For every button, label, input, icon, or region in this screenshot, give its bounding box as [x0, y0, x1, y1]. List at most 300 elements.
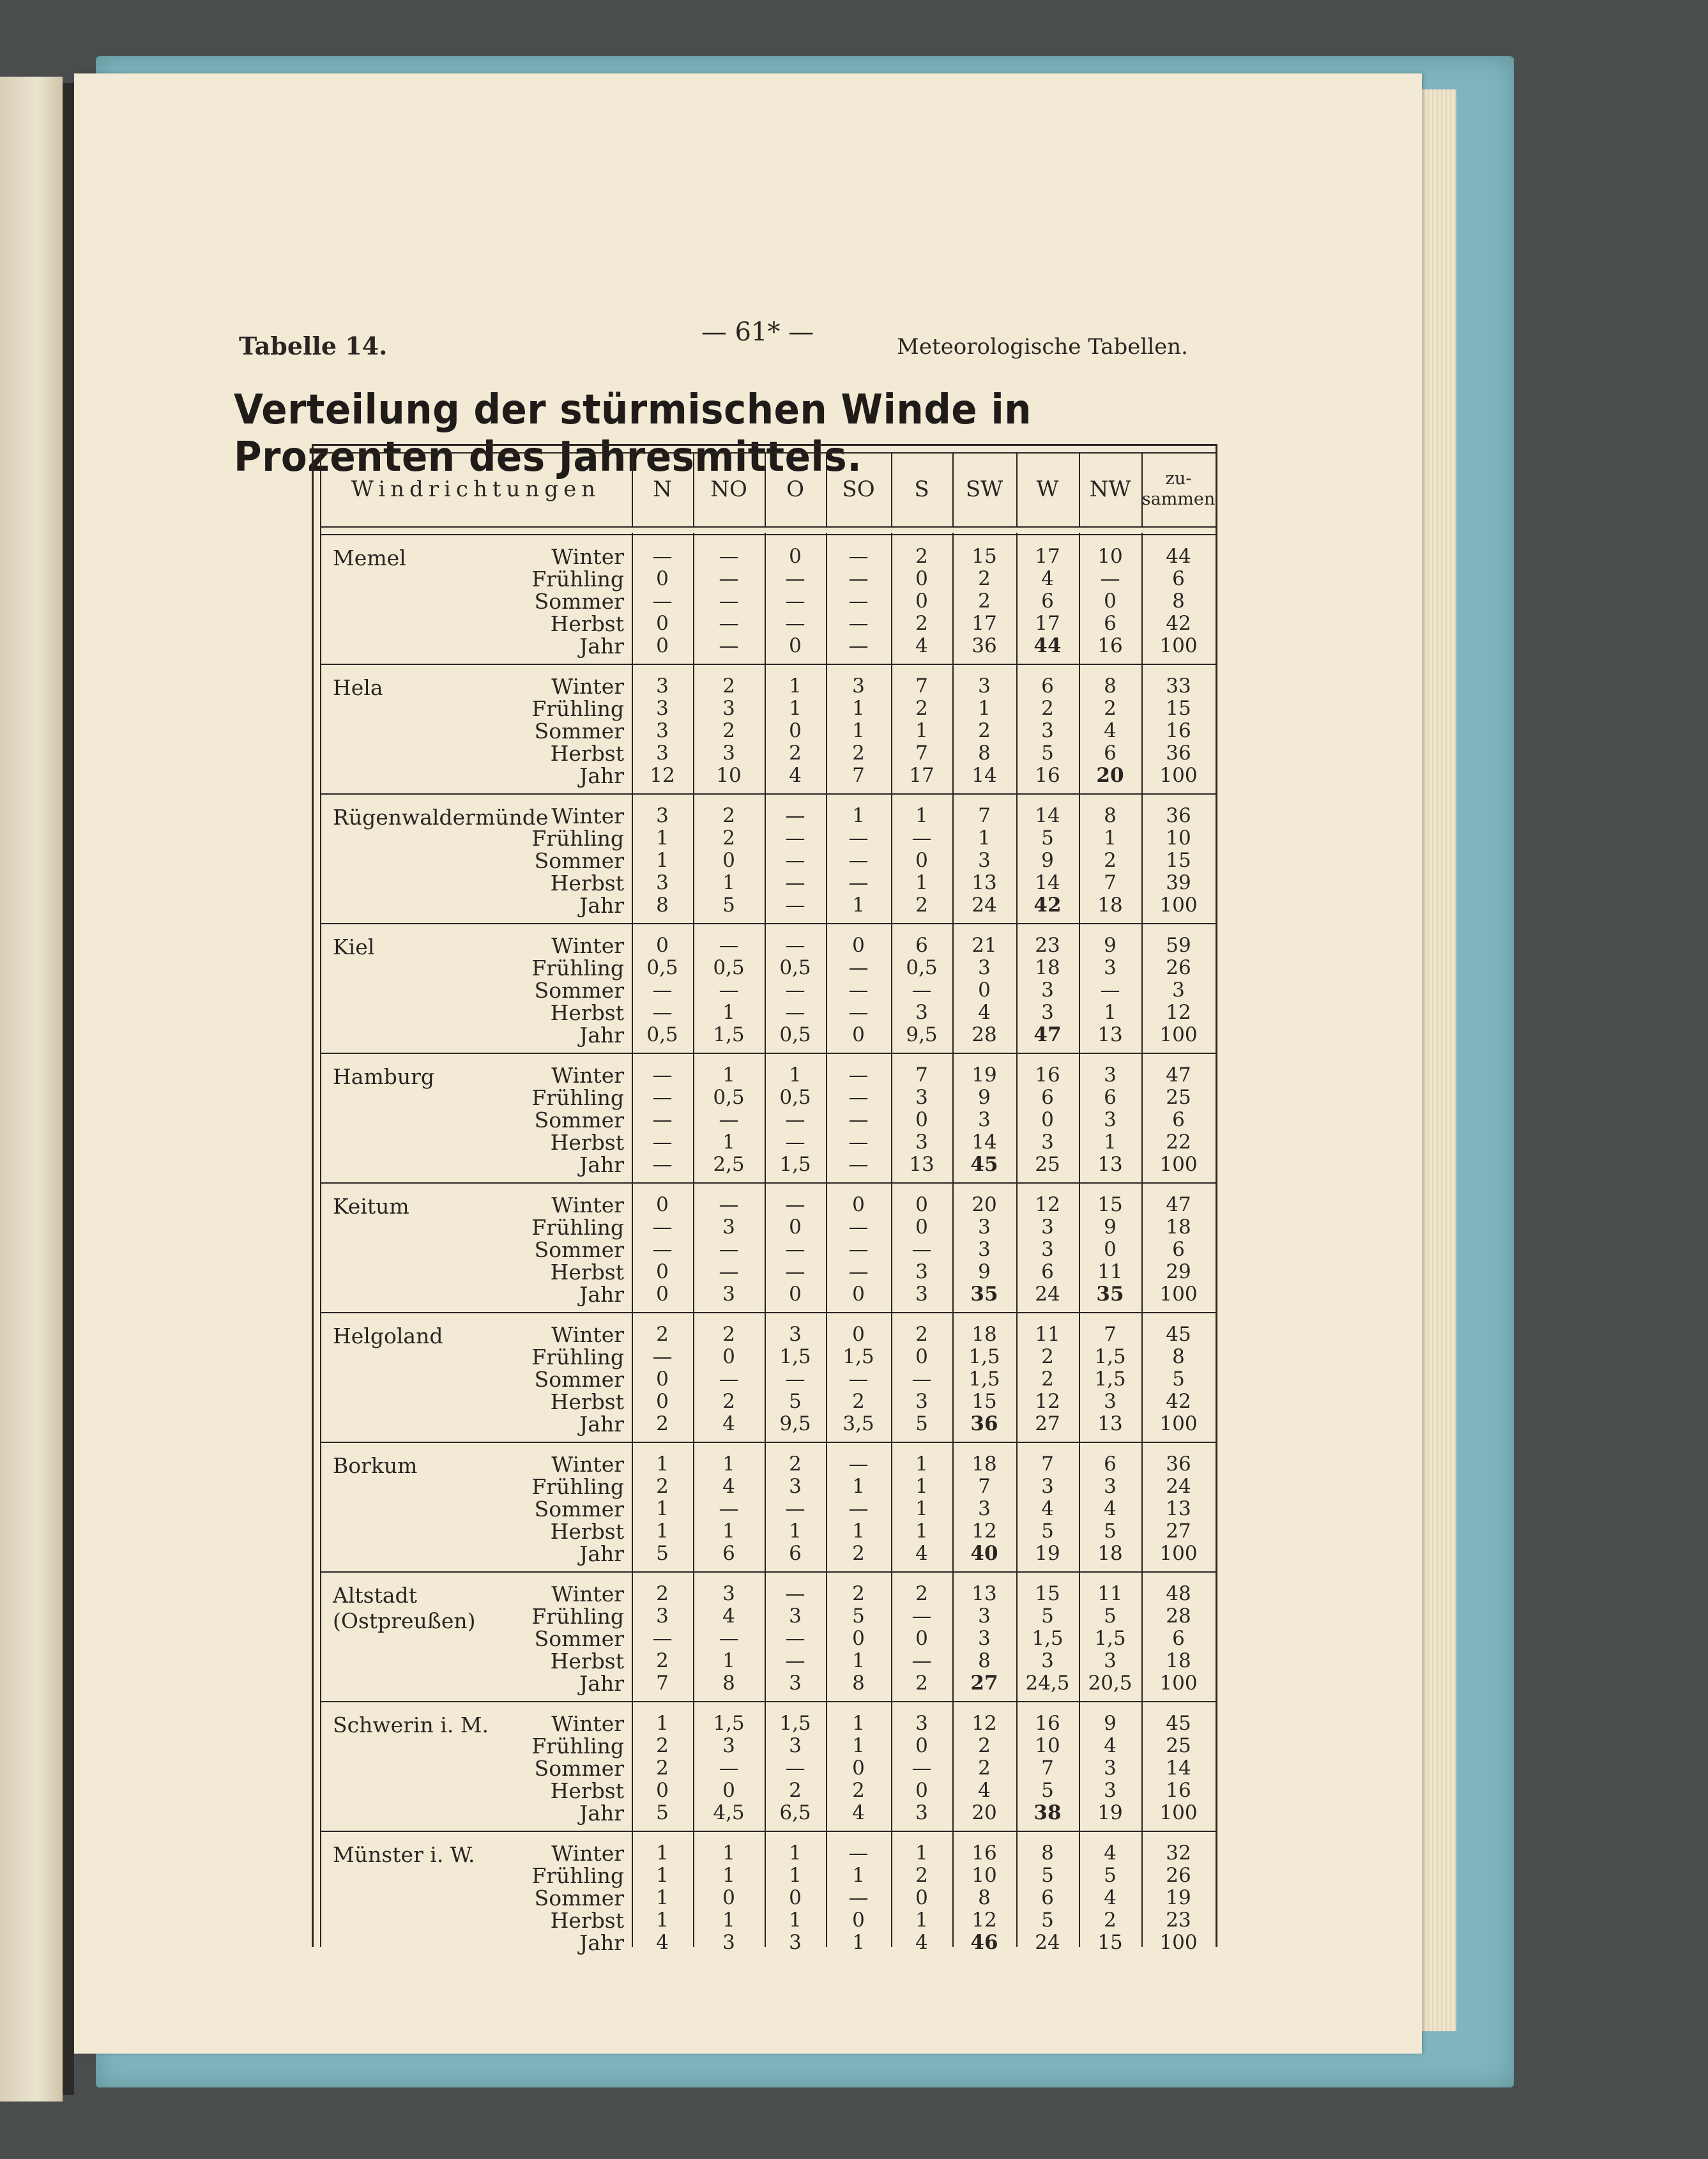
total-cell: 15: [1166, 697, 1191, 720]
value-cell: 2: [656, 1649, 669, 1672]
value-cell: 0: [1104, 1238, 1117, 1261]
value-cell: 7: [1041, 1453, 1054, 1476]
total-cell: 39: [1166, 871, 1191, 894]
value-cell: 2: [915, 1582, 928, 1605]
value-cell: —: [652, 1216, 673, 1239]
value-cell: 4: [1104, 1734, 1117, 1757]
value-cell: 1: [852, 1864, 865, 1887]
value-cell: 0: [852, 1757, 865, 1780]
value-cell: 36: [970, 1412, 998, 1435]
station-name: Schwerin i. M.: [333, 1713, 489, 1737]
value-cell: —: [785, 1108, 805, 1131]
season-label: Winter: [551, 933, 624, 958]
total-cell: 45: [1166, 1323, 1191, 1346]
value-cell: —: [848, 1086, 869, 1109]
value-cell: 12: [1035, 1193, 1060, 1216]
value-cell: 1,5: [713, 1712, 745, 1735]
total-cell: 5: [1172, 1368, 1185, 1391]
value-cell: —: [785, 1131, 805, 1154]
total-cell: 25: [1166, 1086, 1191, 1109]
value-cell: 5: [1041, 742, 1054, 765]
value-cell: 5: [1041, 1909, 1054, 1932]
value-cell: 4: [1041, 1497, 1054, 1520]
header-col-so: SO: [842, 477, 875, 502]
value-cell: —: [785, 1649, 805, 1672]
station-separator: [320, 664, 1216, 665]
value-cell: 0: [915, 590, 928, 613]
total-cell: 14: [1166, 1757, 1191, 1780]
value-cell: 9: [1041, 849, 1054, 872]
value-cell: 3: [978, 1238, 991, 1261]
total-cell: 100: [1159, 634, 1198, 657]
station-block: [320, 926, 1216, 1055]
value-cell: 7: [1104, 871, 1117, 894]
value-cell: 6: [789, 1542, 802, 1565]
value-cell: 24: [972, 894, 997, 917]
total-cell: 10: [1166, 827, 1191, 850]
value-cell: 3: [722, 1734, 735, 1757]
value-cell: 0: [915, 1734, 928, 1757]
value-cell: 3: [789, 1605, 802, 1628]
total-cell: 13: [1166, 1497, 1191, 1520]
value-cell: —: [848, 1001, 869, 1024]
value-cell: 46: [970, 1931, 998, 1954]
total-cell: 27: [1166, 1520, 1191, 1543]
value-cell: 3: [656, 697, 669, 720]
value-cell: 1: [852, 804, 865, 827]
value-cell: 1: [656, 1520, 669, 1543]
value-cell: 0: [852, 1023, 865, 1046]
value-cell: 21: [972, 934, 997, 957]
value-cell: 1: [852, 1734, 865, 1757]
value-cell: 7: [915, 742, 928, 765]
column-divider: [826, 533, 827, 1947]
value-cell: 0: [852, 934, 865, 957]
value-cell: 1: [789, 675, 802, 698]
value-cell: 0,5: [646, 1023, 678, 1046]
value-cell: 5: [656, 1801, 669, 1824]
value-cell: —: [652, 1238, 673, 1261]
season-label: Jahr: [579, 1412, 624, 1437]
value-cell: 2: [722, 1390, 735, 1413]
value-cell: 24,5: [1025, 1672, 1070, 1695]
value-cell: 1: [915, 719, 928, 742]
value-cell: —: [848, 1453, 869, 1476]
value-cell: 7: [1104, 1323, 1117, 1346]
value-cell: 16: [1035, 1064, 1060, 1087]
value-cell: 2: [722, 827, 735, 850]
value-cell: 0: [915, 1627, 928, 1650]
value-cell: 5: [1041, 1864, 1054, 1887]
value-cell: 6: [1104, 1086, 1117, 1109]
value-cell: 1: [722, 1453, 735, 1476]
value-cell: 3: [1104, 1108, 1117, 1131]
value-cell: 0,5: [646, 956, 678, 979]
season-label: Sommer: [534, 719, 624, 744]
value-cell: 24: [1035, 1931, 1060, 1954]
value-cell: 44: [1033, 634, 1062, 657]
value-cell: 1: [722, 1001, 735, 1024]
station-separator: [320, 793, 1216, 795]
value-cell: 0: [722, 1779, 735, 1802]
value-cell: 7: [978, 804, 991, 827]
value-cell: —: [848, 1368, 869, 1391]
value-cell: 3: [1041, 1001, 1054, 1024]
value-cell: 4: [722, 1605, 735, 1628]
total-cell: 100: [1159, 1801, 1198, 1824]
value-cell: 0: [915, 849, 928, 872]
station-block: [320, 796, 1216, 926]
value-cell: 0: [656, 612, 669, 635]
season-label: Frühling: [531, 1085, 624, 1110]
value-cell: 3: [915, 1283, 928, 1306]
value-cell: 2: [915, 545, 928, 568]
value-cell: 1: [789, 697, 802, 720]
value-cell: 12: [972, 1712, 997, 1735]
value-cell: 3: [915, 1801, 928, 1824]
value-cell: —: [719, 612, 739, 635]
value-cell: 5: [1104, 1605, 1117, 1628]
value-cell: 1: [978, 697, 991, 720]
value-cell: 35: [970, 1283, 998, 1306]
season-label: Winter: [551, 1452, 624, 1477]
value-cell: 1: [915, 871, 928, 894]
value-cell: 1: [722, 1520, 735, 1543]
value-cell: 5: [789, 1390, 802, 1413]
wind-distribution-table: [312, 444, 1217, 1955]
value-cell: 0: [789, 634, 802, 657]
value-cell: 4: [789, 764, 802, 787]
value-cell: 3: [915, 1131, 928, 1154]
value-cell: 3: [722, 742, 735, 765]
value-cell: 6: [722, 1542, 735, 1565]
value-cell: 3: [978, 956, 991, 979]
value-cell: 4: [656, 1931, 669, 1954]
total-cell: 36: [1166, 804, 1191, 827]
value-cell: —: [785, 567, 805, 590]
station-separator: [320, 1701, 1216, 1702]
value-cell: 5: [1041, 827, 1054, 850]
total-cell: 16: [1166, 1779, 1191, 1802]
season-label: Winter: [551, 1711, 624, 1736]
season-label: Frühling: [531, 1345, 624, 1369]
value-cell: —: [652, 1153, 673, 1176]
value-cell: 20,5: [1088, 1672, 1132, 1695]
value-cell: 1: [852, 1475, 865, 1498]
value-cell: 1: [852, 719, 865, 742]
value-cell: 3: [1041, 1131, 1054, 1154]
value-cell: 12: [972, 1909, 997, 1932]
total-cell: 3: [1172, 979, 1185, 1002]
season-label: Winter: [551, 544, 624, 569]
value-cell: 5: [915, 1412, 928, 1435]
value-cell: 5: [1041, 1779, 1054, 1802]
value-cell: 6: [1104, 742, 1117, 765]
value-cell: 3: [722, 1283, 735, 1306]
season-label: Sommer: [534, 848, 624, 873]
value-cell: 5: [1041, 1605, 1054, 1628]
value-cell: 10: [716, 764, 742, 787]
value-cell: 1: [656, 1712, 669, 1735]
value-cell: 6: [1041, 1260, 1054, 1283]
value-cell: —: [785, 1582, 805, 1605]
value-cell: 2: [978, 1757, 991, 1780]
total-cell: 8: [1172, 1345, 1185, 1368]
value-cell: 3: [656, 742, 669, 765]
value-cell: 4: [852, 1801, 865, 1824]
total-cell: 100: [1159, 764, 1198, 787]
value-cell: 7: [852, 764, 865, 787]
value-cell: 0: [722, 1886, 735, 1909]
value-cell: —: [848, 1108, 869, 1131]
value-cell: 4: [722, 1475, 735, 1498]
value-cell: —: [848, 827, 869, 850]
value-cell: 0: [656, 1193, 669, 1216]
total-cell: 6: [1172, 1627, 1185, 1650]
value-cell: 13: [909, 1153, 934, 1176]
value-cell: —: [785, 1260, 805, 1283]
value-cell: 1: [915, 1453, 928, 1476]
value-cell: 9: [978, 1260, 991, 1283]
table-number: Tabelle 14.: [239, 332, 388, 360]
value-cell: 1: [656, 1453, 669, 1476]
value-cell: 9,5: [906, 1023, 938, 1046]
value-cell: 0: [789, 545, 802, 568]
column-divider: [693, 533, 694, 1947]
value-cell: 6: [1041, 590, 1054, 613]
value-cell: 8: [978, 742, 991, 765]
header-divider: [891, 452, 892, 526]
value-cell: 1: [656, 827, 669, 850]
value-cell: 1: [915, 1520, 928, 1543]
value-cell: 0: [789, 1216, 802, 1239]
station-name: Keitum: [333, 1194, 409, 1219]
header-col-no: NO: [710, 477, 747, 502]
value-cell: 13: [1097, 1412, 1123, 1435]
station-separator: [320, 1053, 1216, 1054]
header-divider: [826, 452, 827, 526]
season-label: Frühling: [531, 956, 624, 980]
value-cell: 0: [722, 849, 735, 872]
value-cell: 6: [1041, 1086, 1054, 1109]
value-cell: 9: [1104, 1712, 1117, 1735]
total-cell: 47: [1166, 1193, 1191, 1216]
value-cell: 2: [915, 1323, 928, 1346]
value-cell: —: [652, 1086, 673, 1109]
value-cell: —: [719, 567, 739, 590]
season-label: Herbst: [550, 1908, 624, 1933]
total-cell: 42: [1166, 612, 1191, 635]
value-cell: 0,5: [779, 1023, 811, 1046]
value-cell: 4: [1104, 1497, 1117, 1520]
value-cell: 11: [1035, 1323, 1060, 1346]
value-cell: 40: [970, 1542, 998, 1565]
value-cell: 1: [915, 1909, 928, 1932]
station-block: [320, 1574, 1216, 1704]
value-cell: 15: [1097, 1931, 1123, 1954]
header-col-o: O: [786, 477, 804, 502]
season-label: Sommer: [534, 1237, 624, 1262]
value-cell: 2: [978, 590, 991, 613]
value-cell: —: [719, 934, 739, 957]
season-label: Jahr: [579, 1930, 624, 1955]
value-cell: 47: [1033, 1023, 1062, 1046]
value-cell: 13: [1097, 1153, 1123, 1176]
header-label: Windrichtungen: [351, 477, 601, 502]
total-cell: 12: [1166, 1001, 1191, 1024]
value-cell: 0: [656, 1283, 669, 1306]
value-cell: 20: [1096, 764, 1124, 787]
value-cell: —: [848, 1842, 869, 1865]
season-label: Jahr: [579, 1801, 624, 1826]
value-cell: 36: [972, 634, 997, 657]
value-cell: 14: [1035, 871, 1060, 894]
value-cell: 2: [722, 675, 735, 698]
value-cell: 8: [1041, 1842, 1054, 1865]
value-cell: 1: [852, 1712, 865, 1735]
station-separator: [320, 1571, 1216, 1573]
value-cell: 17: [1035, 612, 1060, 635]
season-label: Herbst: [550, 1778, 624, 1803]
value-cell: 1: [915, 1842, 928, 1865]
value-cell: 10: [1035, 1734, 1060, 1757]
value-cell: —: [652, 545, 673, 568]
value-cell: —: [848, 1131, 869, 1154]
value-cell: 0: [852, 1193, 865, 1216]
value-cell: —: [652, 1131, 673, 1154]
station-separator: [320, 1831, 1216, 1832]
value-cell: 3: [789, 1931, 802, 1954]
value-cell: 0,5: [779, 1086, 811, 1109]
value-cell: 7: [915, 675, 928, 698]
column-divider: [1016, 533, 1018, 1947]
value-cell: 15: [1035, 1582, 1060, 1605]
value-cell: 1: [852, 697, 865, 720]
value-cell: 0: [915, 1886, 928, 1909]
value-cell: 1,5: [1094, 1345, 1126, 1368]
value-cell: 3: [789, 1323, 802, 1346]
station-name: Borkum: [333, 1453, 418, 1478]
season-label: Herbst: [550, 1649, 624, 1674]
value-cell: 19: [1097, 1801, 1123, 1824]
value-cell: 14: [1035, 804, 1060, 827]
value-cell: 6: [1104, 612, 1117, 635]
value-cell: 1,5: [843, 1345, 874, 1368]
value-cell: 2: [852, 1542, 865, 1565]
total-cell: 100: [1159, 1672, 1198, 1695]
value-cell: 1,5: [779, 1153, 811, 1176]
value-cell: —: [652, 590, 673, 613]
value-cell: 2,5: [713, 1153, 745, 1176]
value-cell: 4: [1041, 567, 1054, 590]
value-cell: 38: [1033, 1801, 1062, 1824]
station-name: Münster i. W.: [333, 1842, 475, 1867]
value-cell: 4,5: [713, 1801, 745, 1824]
total-cell: 100: [1159, 1283, 1198, 1306]
value-cell: —: [785, 612, 805, 635]
season-label: Sommer: [534, 1626, 624, 1651]
value-cell: —: [719, 1497, 739, 1520]
value-cell: 17: [972, 612, 997, 635]
value-cell: 42: [1033, 894, 1062, 917]
season-label: Sommer: [534, 1367, 624, 1392]
value-cell: 18: [972, 1453, 997, 1476]
value-cell: 3: [978, 1497, 991, 1520]
value-cell: 2: [656, 1412, 669, 1435]
value-cell: 3: [1104, 1757, 1117, 1780]
value-cell: 10: [972, 1864, 997, 1887]
value-cell: 5: [1104, 1864, 1117, 1887]
value-cell: —: [652, 1108, 673, 1131]
value-cell: 23: [1035, 934, 1060, 957]
value-cell: 1: [852, 1649, 865, 1672]
value-cell: 1: [722, 1064, 735, 1087]
value-cell: 0: [656, 634, 669, 657]
total-cell: 100: [1159, 1931, 1198, 1954]
total-cell: 19: [1166, 1886, 1191, 1909]
value-cell: 0: [656, 567, 669, 590]
value-cell: 3: [1104, 956, 1117, 979]
total-cell: 44: [1166, 545, 1191, 568]
value-cell: —: [911, 1605, 932, 1628]
value-cell: 4: [722, 1412, 735, 1435]
season-label: Winter: [551, 804, 624, 828]
value-cell: 7: [978, 1475, 991, 1498]
book-gutter: [63, 83, 74, 2095]
value-cell: 0,5: [713, 1086, 745, 1109]
value-cell: 1,5: [1032, 1627, 1064, 1650]
value-cell: 2: [1041, 1345, 1054, 1368]
value-cell: 2: [1104, 1909, 1117, 1932]
header-col-n: N: [653, 477, 672, 502]
value-cell: 13: [1097, 1023, 1123, 1046]
value-cell: 6: [1041, 675, 1054, 698]
header-divider: [693, 452, 694, 526]
value-cell: 16: [1035, 764, 1060, 787]
value-cell: 8: [978, 1649, 991, 1672]
value-cell: 3: [978, 1108, 991, 1131]
value-cell: —: [785, 871, 805, 894]
total-cell: 18: [1166, 1649, 1191, 1672]
value-cell: 17: [909, 764, 934, 787]
value-cell: 0: [656, 1390, 669, 1413]
value-cell: 0: [789, 719, 802, 742]
value-cell: —: [848, 849, 869, 872]
value-cell: 7: [656, 1672, 669, 1695]
value-cell: 3: [722, 697, 735, 720]
value-cell: 2: [915, 612, 928, 635]
total-cell: 25: [1166, 1734, 1191, 1757]
station-block: [320, 537, 1216, 666]
value-cell: 3: [915, 1712, 928, 1735]
value-cell: 35: [1096, 1283, 1124, 1306]
value-cell: 8: [656, 894, 669, 917]
value-cell: 3: [1041, 1475, 1054, 1498]
value-cell: 9: [1104, 934, 1117, 957]
value-cell: —: [719, 634, 739, 657]
value-cell: 3: [978, 849, 991, 872]
value-cell: 3: [915, 1390, 928, 1413]
value-cell: —: [652, 1345, 673, 1368]
value-cell: 13: [972, 871, 997, 894]
value-cell: 0: [789, 1886, 802, 1909]
total-cell: 36: [1166, 742, 1191, 765]
value-cell: 4: [978, 1779, 991, 1802]
running-head: [74, 317, 1422, 367]
value-cell: 3: [852, 675, 865, 698]
value-cell: —: [785, 849, 805, 872]
value-cell: —: [652, 1627, 673, 1650]
